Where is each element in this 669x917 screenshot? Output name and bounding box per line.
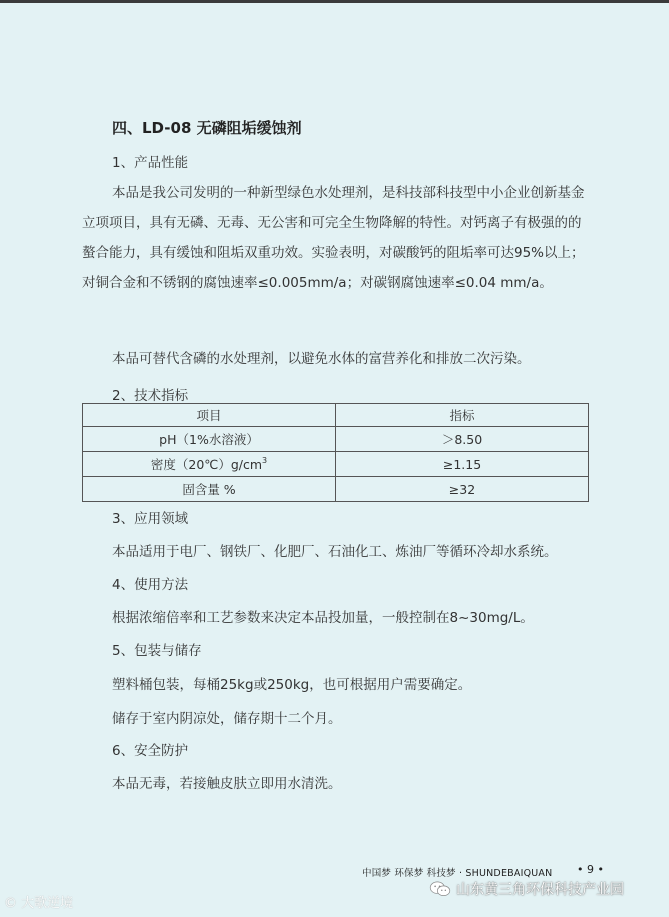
table-row (83, 452, 589, 477)
page-number: • 9 • (577, 863, 604, 876)
density-label: 密度（20℃）g/cm (150, 457, 263, 472)
table-cell-value: ＞8.50 (336, 427, 589, 452)
table-cell-item: pH（1%水溶液） (83, 427, 336, 452)
section-heading: 四、LD-08 无磷阻垢缓蚀剂 (112, 119, 302, 137)
watermark-right (429, 878, 624, 900)
footer-slogan: 中国梦 环保梦 科技梦 · SHUNDEBAIQUAN (362, 868, 553, 879)
usage-text: 根据浓缩倍率和工艺参数来决定本品投加量，一般控制在8~30mg/L。 (112, 610, 534, 626)
top-border (0, 0, 669, 3)
watermark-right-text: 山东黄三角环保科技产业园 (456, 882, 624, 898)
table-header-value: 指标 (336, 404, 589, 427)
safety-text: 本品无毒，若接触皮肤立即用水清洗。 (112, 776, 342, 792)
wechat-icon (429, 881, 451, 897)
table-cell-value: ≥32 (336, 477, 589, 502)
subsection-title-performance: 1、产品性能 (112, 155, 189, 171)
storage-text: 储存于室内阴凉处，储存期十二个月。 (112, 711, 342, 727)
performance-paragraph: 本品是我公司发明的一种新型绿色水处理剂，是科技部科技型中小企业创新基金立项项目，具有无磷、无毒、无公害和可完全生物降解的特性。对钙离子有极强的的螯合能力，具有缓蚀和阻垢双重功效。实验表明，对碳酸钙的阻垢率可达95%以上；对铜合金和不锈钢的腐蚀速率≤0.005mm/a；对碳钢腐蚀速率≤0.04 mm/a。 (82, 185, 585, 291)
table-cell-item (83, 452, 336, 477)
table-row (83, 427, 589, 452)
subsection-title-usage: 4、使用方法 (112, 577, 189, 593)
subsection-title-packaging: 5、包装与储存 (112, 643, 202, 659)
subsection-title-application: 3、应用领域 (112, 511, 189, 527)
table-header-item: 项目 (83, 404, 336, 427)
table-row (83, 477, 589, 502)
spec-table (82, 403, 589, 502)
table-header-row (83, 404, 589, 427)
application-text: 本品适用于电厂、钢铁厂、化肥厂、石油化工、炼油厂等循环冷却水系统。 (112, 544, 558, 560)
subsection-title-specs: 2、技术指标 (112, 388, 189, 404)
watermark-left: © 大歌逆境 (4, 896, 74, 911)
packaging-text: 塑料桶包装，每桶25kg或250kg，也可根据用户需要确定。 (112, 677, 472, 693)
table-cell-value: ≥1.15 (336, 452, 589, 477)
density-unit-superscript: 3 (262, 456, 268, 465)
replacement-paragraph: 本品可替代含磷的水处理剂，以避免水体的富营养化和排放二次污染。 (112, 351, 531, 367)
subsection-title-safety: 6、安全防护 (112, 743, 189, 759)
table-cell-item: 固含量 % (83, 477, 336, 502)
